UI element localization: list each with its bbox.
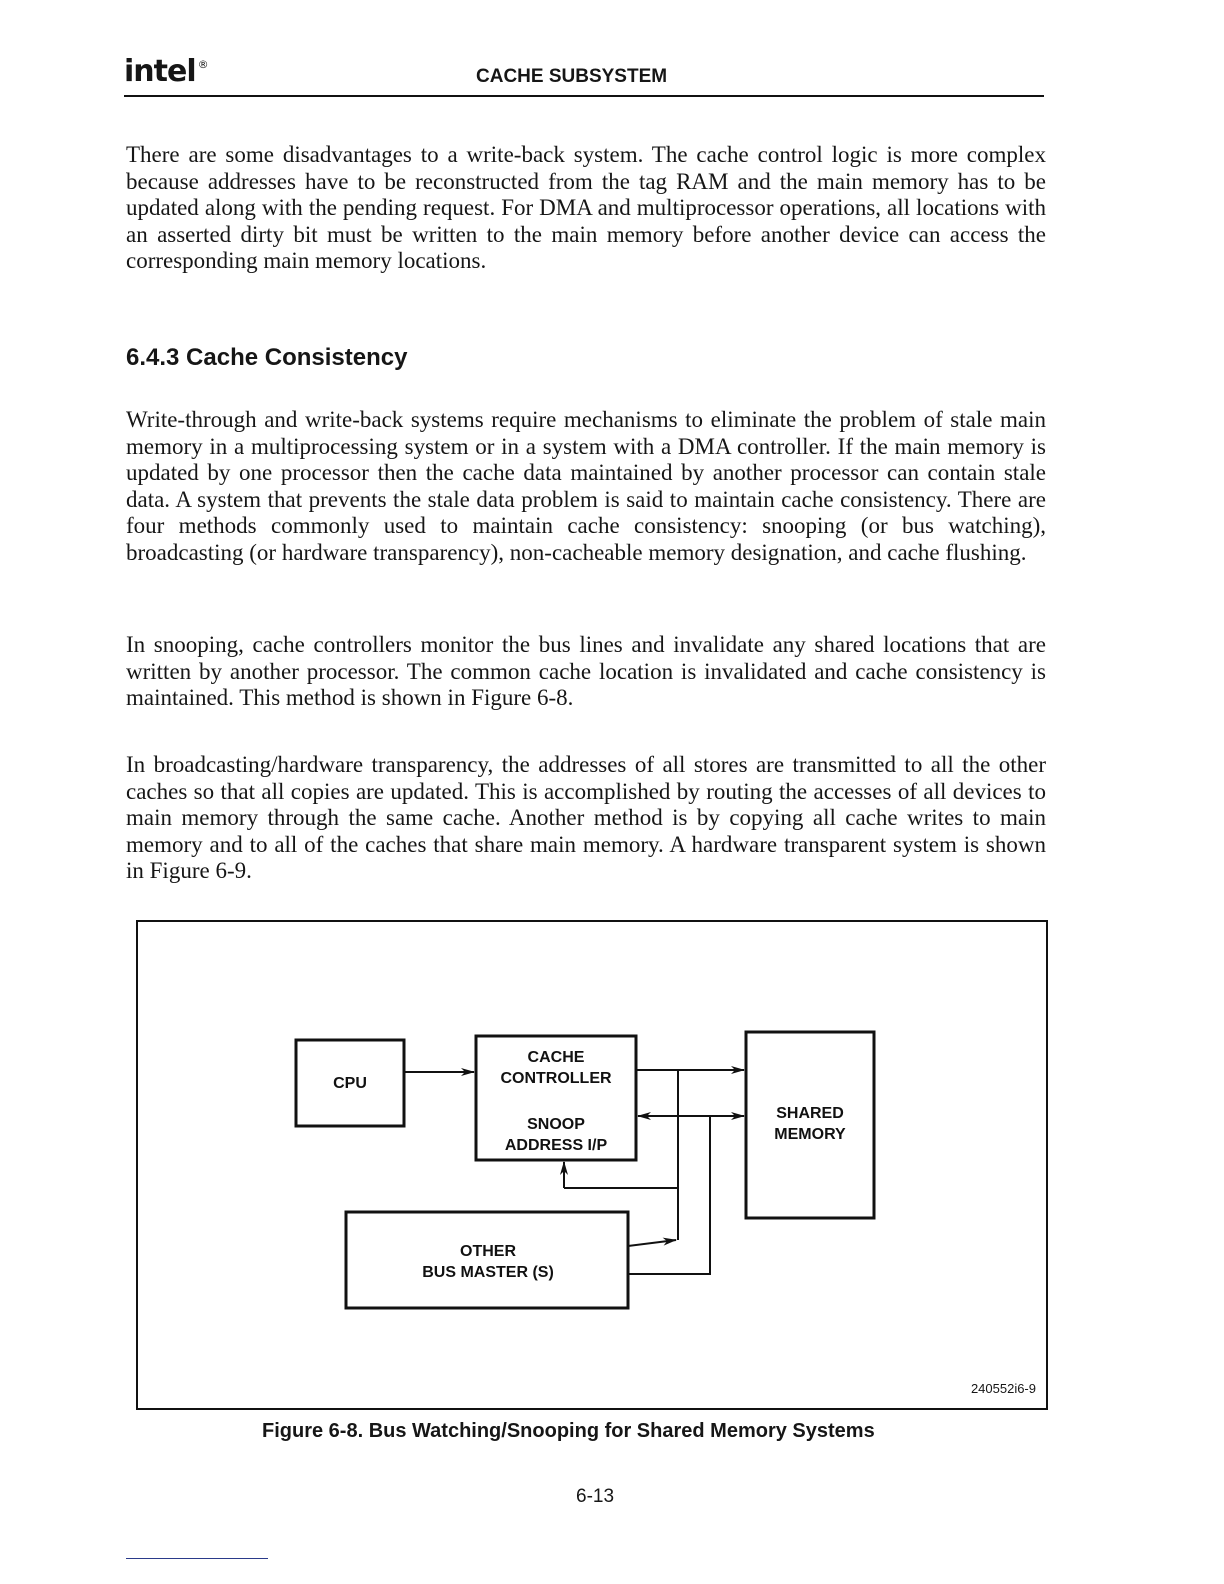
shared-memory-block [746,1032,874,1218]
snoop-label-line2: ADDRESS I/P [504,1137,608,1154]
shared-label-line2: MEMORY [774,1126,846,1143]
paragraph-snooping: In snooping, cache controllers monitor the bus lines and invalidate any shared locations that are written by another processor. The common cache location is invalidated and cache consistency is maintained. This method is shown in Figure 6-8. [126,632,1046,710]
bus-snooping-diagram [138,922,1050,1412]
figure-frame [136,920,1048,1410]
other-master-to-bus-arrow [628,1240,676,1246]
page-number: 6-13 [576,1486,615,1507]
other-bus-master-block [346,1212,628,1308]
running-head: CACHE SUBSYSTEM [476,66,668,87]
cache-label-line2: CONTROLLER [500,1070,612,1087]
figure-id: 240552i6-9 [970,1381,1036,1396]
figure-caption: Figure 6-8. Bus Watching/Snooping for Shared Memory Systems [262,1420,875,1442]
other-label-line2: BUS MASTER (S) [422,1264,554,1281]
snoop-label-line1: SNOOP [527,1116,585,1133]
other-master-snoop-line [628,1116,710,1274]
header-rule [124,95,1044,97]
cache-label-line1: CACHE [527,1049,585,1066]
paragraph-write-back-disadvantages: There are some disadvantages to a write-back system. The cache control logic is more complex because addresses have to be reconstructed from the tag RAM and the main memory has to be updated along with the pending request. For DMA and multiprocessor operations, all locations with an asserted dirty bit must be written to the main memory before another device can access the corresponding main memory locations. [126,142,1046,273]
cpu-label: CPU [333,1075,367,1092]
paragraph-cache-consistency: Write-through and write-back systems require mechanisms to eliminate the problem of stale main memory in a multiprocessing system or in a system with a DMA controller. If the main memory is updated by one processor then the cache data maintained by another processor can contain stale data. A system that prevents the stale data problem is said to maintain cache consistency. There are four methods commonly used to maintain cache consistency: snooping (or bus watching), broadcasting (or hardware transparency), non-cacheable memory designation, and cache flushing. [126,407,1046,565]
registered-mark: ® [197,58,208,71]
footer-rule [126,1558,268,1559]
other-label-line1: OTHER [460,1243,516,1260]
section-title: 6.4.3 Cache Consistency [126,344,408,371]
intel-logo: intel ® [124,54,208,89]
paragraph-broadcasting: In broadcasting/hardware transparency, the addresses of all stores are transmitted to all the other caches so that all copies are updated. This is accomplished by routing the accesses of all devices to main memory through the same cache. Another method is by copying all cache writes to main memory and to all of the caches that share main memory. A hardware transparent system is shown in Figure 6-9. [126,752,1046,883]
shared-label-line1: SHARED [776,1105,844,1122]
